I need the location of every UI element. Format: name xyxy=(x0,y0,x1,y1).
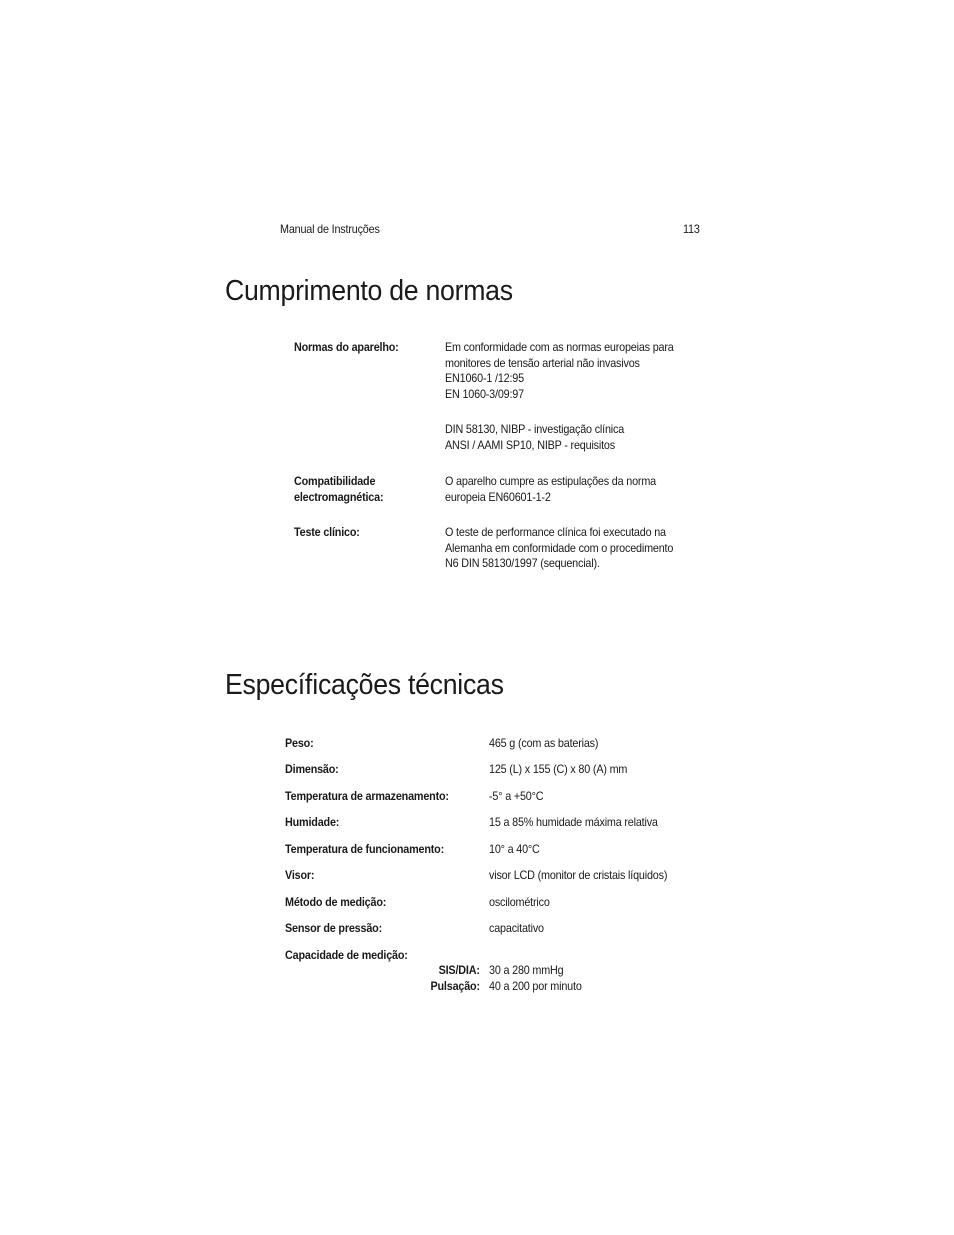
spec-value-sys-dia: 30 a 280 mmHg xyxy=(489,963,564,977)
compliance-label-standards: Normas do aparelho: xyxy=(294,340,399,354)
spec-label-capacity: Capacidade de medição: xyxy=(285,948,408,962)
spec-sublabel-sys-dia: SIS/DIA: xyxy=(438,963,480,977)
spec-value-method: oscilométrico xyxy=(489,895,550,909)
spec-value-storage-temp: -5° a +50°C xyxy=(489,789,544,803)
spec-label-weight: Peso: xyxy=(285,736,314,750)
compliance-value-standards: Em conformidade com as normas europeias para monitores de tensão arterial não invasivos EN1060-1 /12:95 EN 1060-3/09:97 xyxy=(445,340,674,401)
spec-value-display: visor LCD (monitor de cristais líquidos) xyxy=(489,868,668,882)
section-title-compliance: Cumprimento de normas xyxy=(225,275,513,307)
compliance-label-emc: Compatibilidade electromagnética: xyxy=(294,474,384,504)
spec-sublabel-pulse: Pulsação: xyxy=(430,979,480,993)
spec-label-dimension: Dimensão: xyxy=(285,762,339,776)
spec-label-display: Visor: xyxy=(285,868,315,882)
spec-value-dimension: 125 (L) x 155 (C) x 80 (A) mm xyxy=(489,762,628,776)
spec-value-humidity: 15 a 85% humidade máxima relativa xyxy=(489,815,658,829)
spec-label-storage-temp: Temperatura de armazenamento: xyxy=(285,789,449,803)
page-number: 113 xyxy=(683,222,700,236)
spec-label-sensor: Sensor de pressão: xyxy=(285,921,383,935)
spec-label-humidity: Humidade: xyxy=(285,815,340,829)
compliance-value-clinical: O teste de performance clínica foi executado na Alemanha em conformidade com o procedimento N6 DIN 58130/1997 (sequencial). xyxy=(445,525,674,570)
manual-title: Manual de Instruções xyxy=(280,222,380,236)
compliance-value-emc: O aparelho cumpre as estipulações da norma europeia EN60601-1-2 xyxy=(445,474,656,504)
spec-value-sensor: capacitativo xyxy=(489,921,544,935)
compliance-label-clinical: Teste clínico: xyxy=(294,525,360,539)
spec-value-pulse: 40 a 200 por minuto xyxy=(489,979,582,993)
section-title-specs: Especíﬁcações técnicas xyxy=(225,669,504,701)
spec-label-operating-temp: Temperatura de funcionamento: xyxy=(285,842,445,856)
compliance-value-standards-extra: DIN 58130, NIBP - investigação clínica ANSI / AAMI SP10, NIBP - requisitos xyxy=(445,422,625,452)
spec-label-method: Método de medição: xyxy=(285,895,387,909)
spec-value-weight: 465 g (com as baterias) xyxy=(489,736,599,750)
spec-value-operating-temp: 10° a 40°C xyxy=(489,842,540,856)
